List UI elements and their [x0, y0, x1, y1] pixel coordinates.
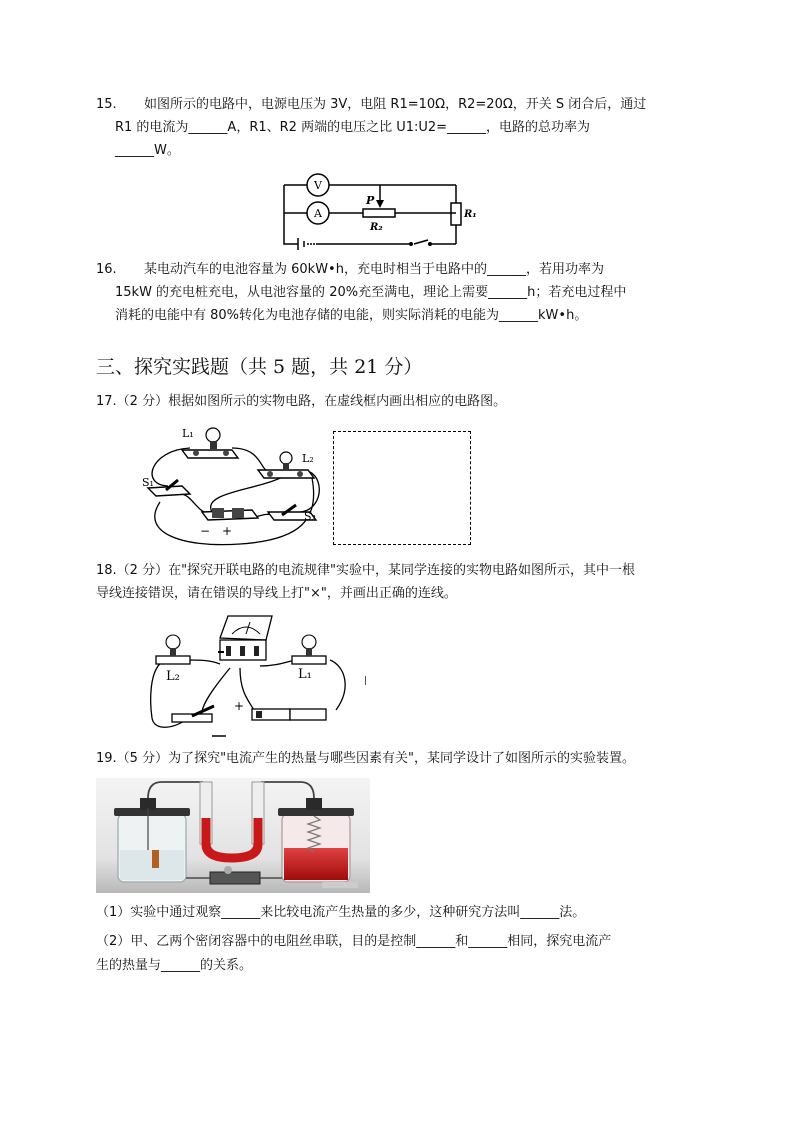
answer-box[interactable]	[333, 431, 471, 545]
r2-label: R₂	[370, 222, 383, 233]
q17-plus-label: +	[222, 524, 233, 538]
q18-plus-label: +	[234, 699, 245, 713]
q19-experiment-photo	[96, 778, 370, 893]
q18-l2-label: L₂	[166, 669, 180, 684]
q19-sub2-line2: 生的热量与______的关系。	[96, 958, 253, 973]
q15-line2: R1 的电流为______A，R1、R2 两端的电压之比 U1:U2=______，电路的总功率为	[115, 120, 591, 135]
q18-physical-circuit	[140, 612, 372, 740]
q16-line1: 某电动汽车的电池容量为 60kW•h，充电时相当于电路中的______，若用功率为	[144, 262, 604, 277]
r1-label: R₁	[464, 209, 477, 220]
edge-mark	[365, 676, 366, 685]
q15-line3: ______W。	[115, 143, 180, 158]
q16-number: 16.	[96, 262, 117, 277]
ammeter-label: A	[314, 207, 322, 220]
q15-line1: 如图所示的电路中，电源电压为 3V，电阻 R1=10Ω，R2=20Ω，开关 S 闭合后，通过	[144, 97, 647, 112]
section-title: 三、探究实践题（共 5 题，共 21 分）	[96, 356, 423, 378]
q17-s2-label: S₂	[304, 510, 316, 523]
q15-circuit-diagram	[270, 172, 477, 252]
q17-physical-circuit	[140, 420, 335, 552]
q16-line3: 消耗的电能中有 80%转化为电池存储的电能，则实际消耗的电能为______kW•h。	[115, 308, 588, 323]
q17-l2-label: L₂	[302, 452, 314, 465]
voltmeter-label: V	[314, 179, 322, 192]
q15-number: 15.	[96, 97, 117, 112]
q19-sub1: （1）实验中通过观察______来比较电流产生热量的多少，这种研究方法叫______法。	[96, 905, 586, 920]
q19-text: 19.（5 分）为了探究"电流产生的热量与哪些因素有关"，某同学设计了如图所示的实验装置。	[96, 751, 636, 766]
q18-l1-label: L₁	[298, 667, 312, 682]
q18-line1: 18.（2 分）在"探究开联电路的电流规律"实验中，某同学连接的实物电路如图所示，其中一根	[96, 563, 636, 578]
q17-minus-label: −	[200, 524, 211, 538]
q17-s1-label: S₁	[142, 476, 154, 489]
slider-label: P	[366, 194, 375, 207]
q17-text: 17.（2 分）根据如图所示的实物电路，在虚线框内画出相应的电路图。	[96, 394, 507, 409]
q17-l1-label: L₁	[182, 427, 194, 440]
q16-line2: 15kW 的充电桩充电，从电池容量的 20%充至满电，理论上需要______h；若充电过程中	[115, 285, 627, 300]
q19-sub2-line1: （2）甲、乙两个密闭容器中的电阻丝串联，目的是控制______和______相同，探究电流产	[96, 934, 612, 949]
q18-line2: 导线连接错误，请在错误的导线上打"×"，并画出正确的连线。	[96, 586, 457, 601]
